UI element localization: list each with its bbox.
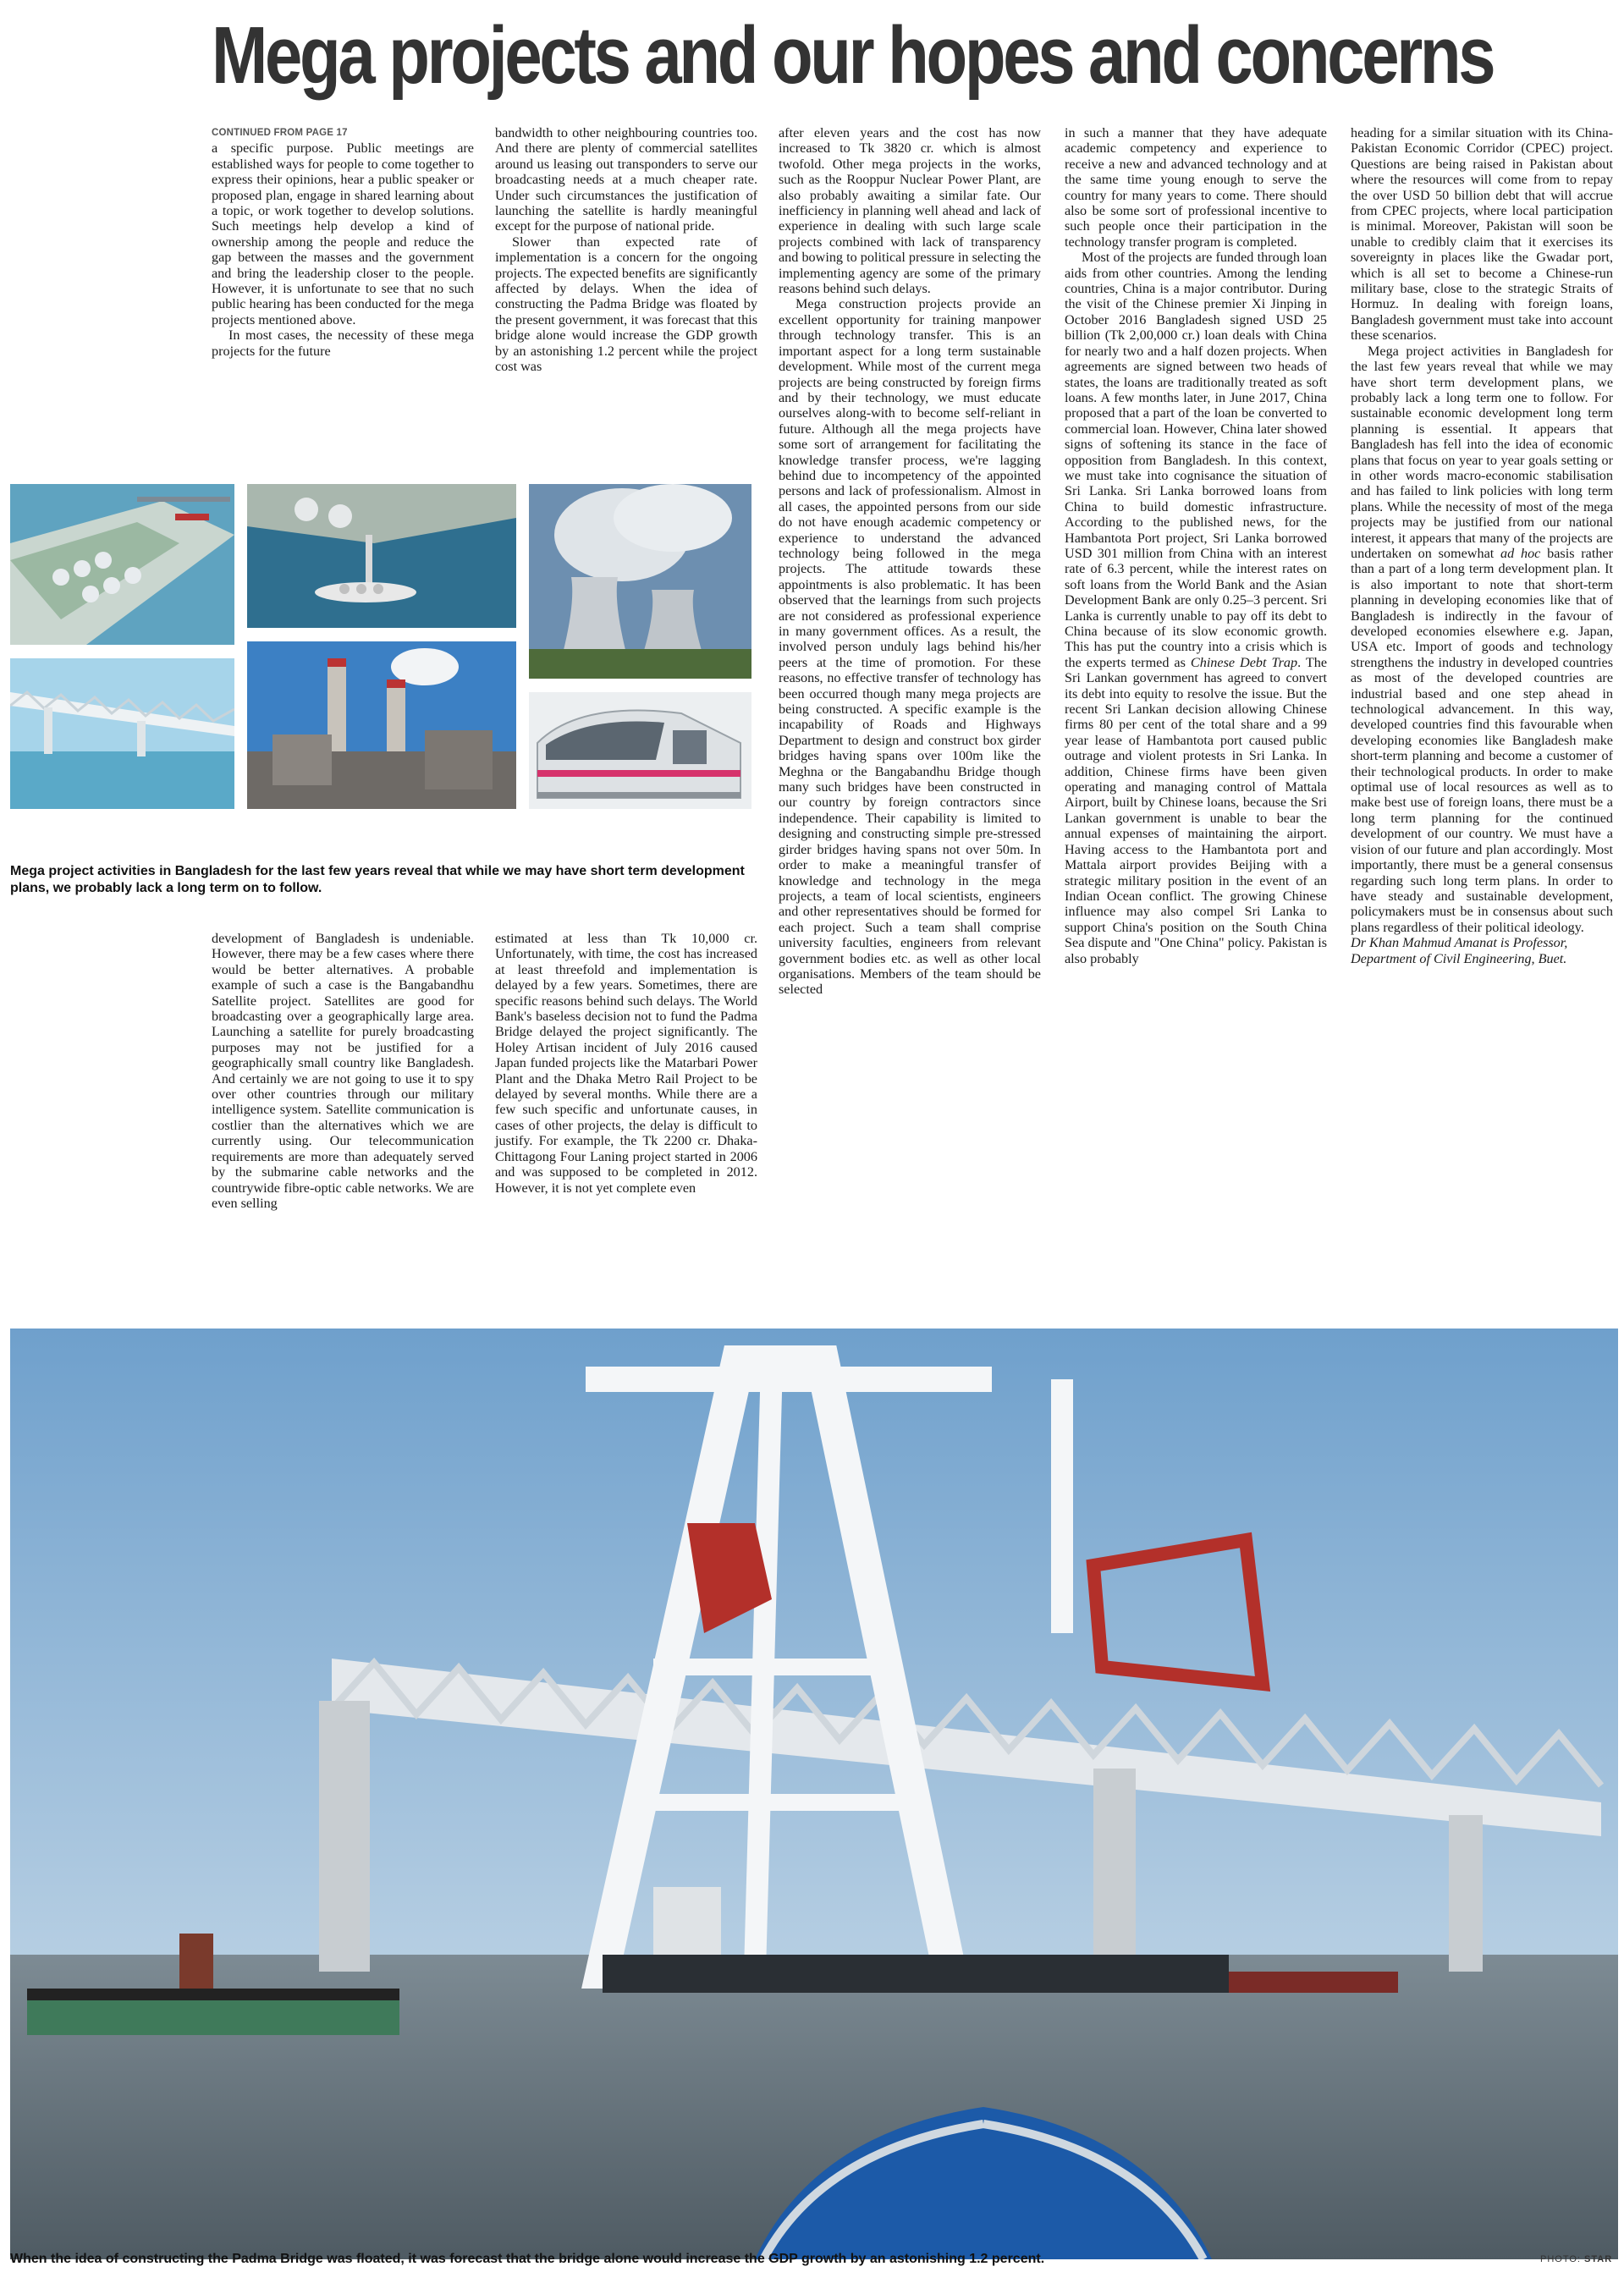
column-4 xyxy=(1065,125,1327,966)
author-byline: Dr Khan Mahmud Amanat is Professor, Department of Civil Engineering, Buet. xyxy=(1351,935,1568,966)
paragraph: after eleven years and the cost has now increased to Tk 3820 cr. which is almost twofold. Other mega projects in the works, such as the Rooppur Nuclear Power Plant, are also probably awaiting a similar fate. Our inefficiency in planning well ahead and lack of experience in dealing with such large scale projects combined with lack of transparency and bowing to political pressure in selecting the implementing agency are some of the primary reasons behind such delays. xyxy=(779,125,1041,297)
paragraph: Mega construction projects provide an excellent opportunity for training manpower through technology transfer. This is an important aspect for a long term sustainable development. While most of the current mega projects are being constructed by foreign firms and by their technology, we must educate ourselves along-with to become self-reliant in future. Although all the mega projects have some sort of arrangement for facilitating the knowledge transfer process, we're lagging behind due to incompetency of the appointed persons and lack of professionalism. Almost in all cases, the appointed persons from our side do not have enough academic competency or experience to understand the advanced technology being followed in the mega projects. The attitude towards these appointments is also problematic. It has been observed that the learnings from such projects are not considered as professional experience in many government offices. As a result, the involved person unduly lags behind his/her peers at the time of promotion. For these reasons, no effective transfer of technology has been occurred though many mega projects are being constructed. A specific example is the incapability of Roads and Highways Department to design and construct box girder bridges having spans over 100m like the Meghna or the Bangabandhu Bridge though many such bridges have been constructed in our country by foreign contractors since independence. Their capability is limited to designing and constructing simple pre-stressed girder bridges having spans not over 50m. In order to make a meaningful transfer of knowledge and technology in the mega projects, a team of local scientists, engineers and other representatives should be formed for each project. Such a team shall comprise university faculties, engineers from relevant government bodies etc. as well as other local organisations. Members of the team should be selected xyxy=(779,296,1041,998)
text-run: . The Sri Lankan government has agreed to convert its debt into equity to resolve the issue. But the recent Sri Lankan decision allowing Chinese firms 80 per cent of the total share and a 99 year lease of Hambantota port caused public outrage and violent protests in Sri Lanka. In addition, Chinese firms have been given operating and managing control of Mattala Airport, built by Chinese loans, because the Sri Lankan government is unable to bear the annual expenses of maintaining the airport. Having access to the Hambantota port and Mattala airport provides Beijing with a strategic military position in the event of an Indian Ocean conflict. The growing Chinese influence may also compel Sri Lanka to support China's position on the South China Sea dispute and "One China" policy. Pakistan is also probably xyxy=(1065,654,1328,966)
paragraph: a specific purpose. Public meetings are established ways for people to come together to express their opinions, hear a public speaker or proposed plan, engage in shared learning about a topic, or work together to develop solutions. Such meetings help develop a kind of ownership among the people and reduce the gap between the masses and the government and bring the leadership closer to the people. However, it is unfortunate to see that no such public hearing has been conducted for the mega projects mentioned above. xyxy=(212,140,474,327)
photo-credit-source: STAR xyxy=(1584,2254,1613,2264)
column-1-bottom xyxy=(212,931,474,1211)
paragraph: In most cases, the necessity of these mega projects for the future xyxy=(212,327,474,359)
paragraph xyxy=(1065,250,1327,966)
text-run: Mega project activities in Bangladesh for the last few years reveal that while we may have short term development plans, we probably lack a long term one to follow. For sustainable economic development long term planning is essential. It appears that Bangladesh has fell into the idea of economic plans that focus on year to year goals setting or in other words macro-economic stabilisation and has failed to link policies with long term plans. While the necessity of most of the mega projects may be justified from our national interest, it appears that many of the projects are undertaken on somewhat xyxy=(1351,343,1613,561)
paragraph: estimated at less than Tk 10,000 cr. Unfortunately, with time, the cost has increased at least threefold and implementation is delayed by a few years. Sometimes, there are specific reasons behind such delays. The World Bank's baseless decision not to fund the Padma Bridge delayed the project significantly. The Holey Artisan incident of July 2016 caused Japan funded projects like the Matarbari Power Plant and the Dhaka Metro Rail Project to be delayed by several months. While there are a few such specific and unfortunate causes, in cases of other projects, the delay is difficult to justify. For example, the Tk 2200 cr. Dhaka-Chittagong Four Laning project started in 2006 and was supposed to be completed in 2012. However, it is not yet complete even xyxy=(495,931,757,1196)
continued-from-label: CONTINUED FROM PAGE 17 xyxy=(212,128,348,138)
photo-credit xyxy=(1540,2254,1612,2264)
photo-nuclear-cooling-towers xyxy=(529,484,751,679)
paragraph: Slower than expected rate of implementation is a concern for the ongoing projects. The expected benefits are significantly affected by delays. When the idea of constructing the Padma Bridge was floated by the present government, it was forecast that this bridge alone would increase the GDP growth by an astonishing 1.2 percent while the project cost was xyxy=(495,234,757,375)
photo-matarbari-port-render xyxy=(10,484,234,645)
paragraph: development of Bangladesh is undeniable. However, there may be a few cases where there would be better alternatives. A probable example of such a case is the Bangabandhu Satellite project. Satellites are good for broadcasting over a geographically large area. Launching a satellite for purely broadcasting purposes may not be justified for a geographically small country like Bangladesh. And certainly we are not going to use it to spy over other countries through our military intelligence system. Satellite communication is costlier than the alternatives which we are currently using. Our telecommunication requirements are more than adequately served by the submarine cable networks and the countrywide fibre-optic cable networks. We are even selling xyxy=(212,931,474,1211)
column-1-top xyxy=(212,125,474,359)
collage-caption: Mega project activities in Bangladesh for the last few years reveal that while we may have short term development plans, we probably lack a long term on to follow. xyxy=(10,864,745,895)
paragraph: bandwidth to other neighbouring countries too. And there are plenty of commercial satellites around us leasing out transponders to serve our broadcasting needs at a much cheaper rate. Under such circumstances the justification of launching the satellite is hardly meaningful except for the purpose of national pride. xyxy=(495,125,757,234)
term-chinese-debt-trap: Chinese Debt Trap xyxy=(1190,654,1298,670)
column-3 xyxy=(779,125,1041,998)
text-run: Most of the projects are funded through loan aids from other countries. Among the lending countries, China is a major contributor. During the visit of the Chinese premier Xi Jinping in October 2016 Bangladesh signed USD 25 billion (Tk 2,00,000 cr.) loan deals with China for nearly two and a half dozen projects. When agreements are signed between two heads of states, the loans are traditionally treated as soft loans. A few months later, in June 2017, China proposed that a part of the loan be converted to commercial loan. However, China later showed signs of softening its stance in the face of opposition from Bangladesh. In this context, we must take into cognisance the situation of Sri Lanka. Sri Lanka borrowed loans from China to build domestic infrastructure. According to the published news, for the Hambantota Port project, Sri Lanka borrowed USD 301 million from China with an interest rate of 6.3 percent, while the interest rates on soft loans from the World Bank and the Asian Development Bank are only 0.25–3 percent. Sri Lanka is currently unable to pay off its debt to China because of its slow economic growth. This has put the country into a crisis which is the experts termed as xyxy=(1065,250,1327,670)
paragraph: heading for a similar situation with its China-Pakistan Economic Corridor (CPEC) project. Questions are being raised in Pakistan about where the resources will come from to repay the over USD 50 billion debt that will accrue from CPEC projects, where local participation is minimal. Moreover, Pakistan will soon be unable to credibly claim that it exercises its sovereignty in places like the Gwadar port, which is all set to become a Chinese-run military base, close to the strategic Straits of Hormuz. In dealing with foreign loans, Bangladesh government must take into account these scenarios. xyxy=(1351,125,1613,344)
bridge-caption: When the idea of constructing the Padma Bridge was floated, it was forecast that the bridge alone would increase the GDP growth by an astonishing 1.2 percent. xyxy=(10,2252,1045,2266)
photo-credit-prefix: PHOTO: xyxy=(1540,2254,1585,2264)
photo-padma-bridge-render xyxy=(10,658,234,809)
term-ad-hoc: ad hoc xyxy=(1500,545,1541,561)
headline: Mega projects and our hopes and concerns xyxy=(212,10,1494,101)
column-2-top xyxy=(495,125,757,375)
paragraph: in such a manner that they have adequate academic competency and experience to receive a new and advanced technology and at the same time young enough to serve the country for many years to come. There should also be some sort of professional incentive to such people once their participation in the technology transfer program is completed. xyxy=(1065,125,1327,250)
photo-coal-power-plant xyxy=(247,641,516,809)
column-5 xyxy=(1351,125,1613,966)
text-run: basis rather than a part of a long term development plan. It is also important to note that short-term planning in developing economies like that of Bangladesh is indirectly in the favour of developed economies elsewhere e.g. Japan, USA etc. Import of goods and technology strengthens the industry in developed countries as most of the developed countries are industrial based and one step ahead in technological advancement. In this way, developed countries find this favourable when developing economies like Bangladesh make short-term planning and become a customer of their technological products. In order to make optimal use of local resources as well as to make best use of foreign loans, there must be a long term planning for the continued development of our country. We must have a vision of our future and plan accordingly. Most importantly, there must be a general consensus regarding such long term plans. In order to have steady and sustainable development, policymakers must be in consensus about such plans regardless of their political ideology. xyxy=(1351,545,1614,935)
photo-padma-bridge-construction xyxy=(10,1329,1618,2259)
photo-metro-rail-render xyxy=(529,692,751,809)
photo-lng-terminal-render xyxy=(247,484,516,628)
column-2-bottom xyxy=(495,931,757,1196)
paragraph xyxy=(1351,344,1613,935)
